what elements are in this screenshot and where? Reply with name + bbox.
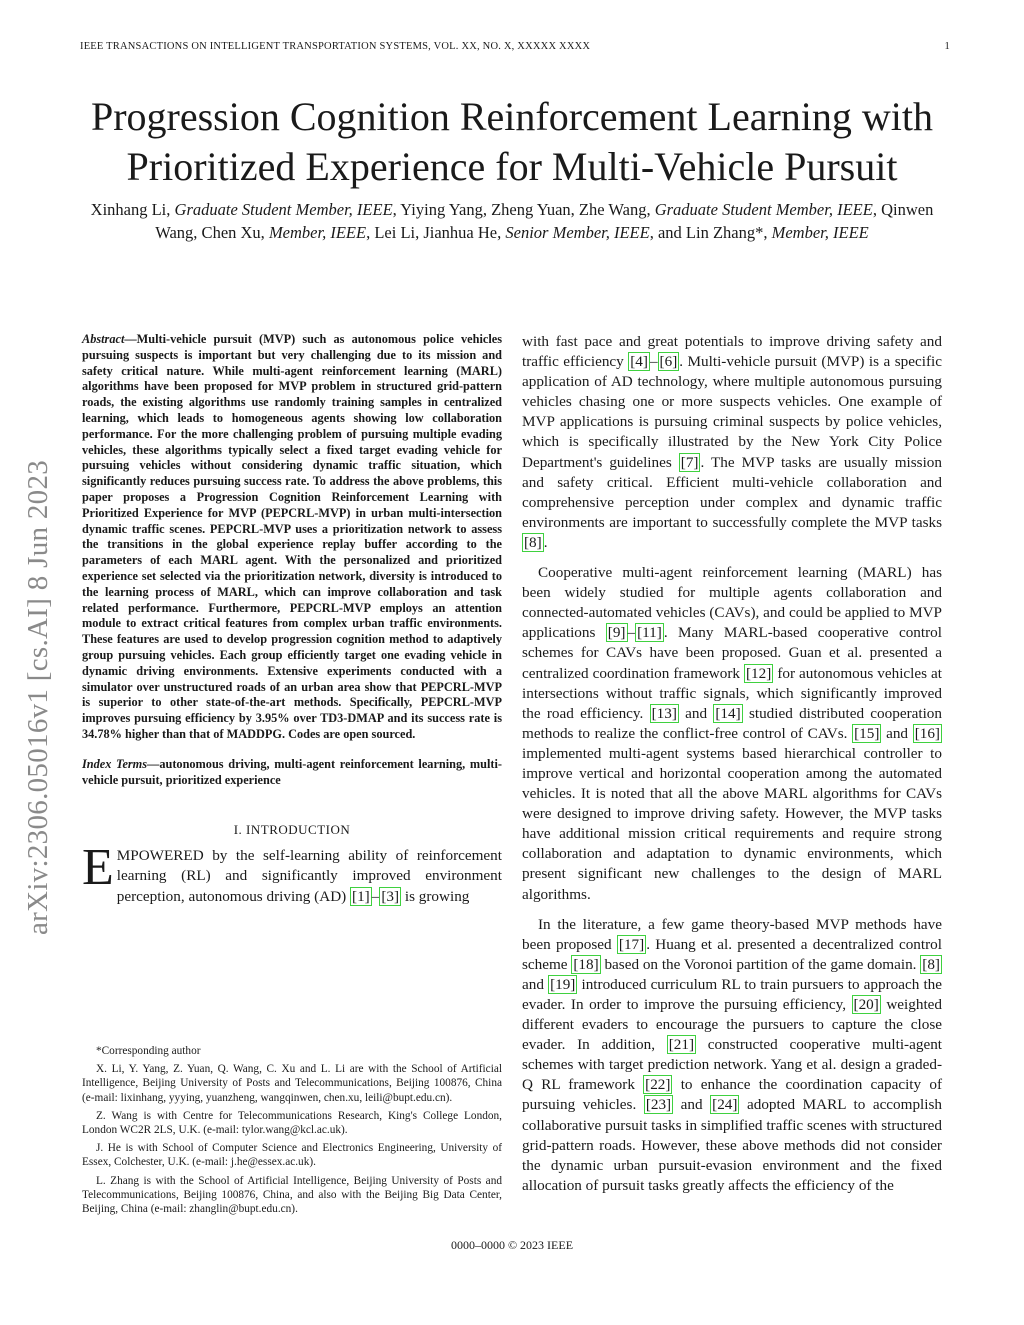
intro-paragraph	[82, 839, 502, 906]
body-text: with fast pace and great potentials to improve driving safety and traffic efficiency	[522, 333, 942, 371]
body-text: In the literature, a few game theory-based MVP methods have been proposed	[522, 915, 942, 953]
citation-link[interactable]: [4]	[630, 353, 648, 371]
citation-link[interactable]: [3]	[381, 887, 400, 905]
citation-link[interactable]: [20]	[853, 996, 879, 1013]
body-paragraph	[522, 332, 942, 553]
body-text: .	[543, 533, 548, 551]
footnote: *Corresponding author	[96, 1045, 201, 1057]
body-text: weighted different evaders to encourage the pursuers to capture the close evader. In addition,	[522, 996, 943, 1054]
citation-link[interactable]: [8]	[524, 533, 542, 551]
abstract-text: —Multi-vehicle pursuit (MVP) such as autonomous police vehicles pursuing suspects is important but very challenging due to its mission and safety critical nature. While multi-agent reinforcement learning (MARL) algorithms have been proposed for MVP problem in structured grid-pattern roads, the existing algorithms use randomly training samples in centralized learning, which leads to homogeneous agents showing low collaboration performance. For the more challenging problem of pursuing multiple evading vehicles, these algorithms typically select a fixed target evading vehicle for pursuing vehicles without considering dynamic traffic situation, which significantly reduces pursuing success rate. To address the above problems, this paper proposes a Progression Cognition Reinforcement Learning with Prioritized Experience for MVP (PEPCRL-MVP) in urban multi-intersection dynamic traffic scenes. PEPCRL-MVP uses a prioritization network to assess the transitions in the global experience replay buffer according to the parameters of each MARL agent. With the personalized and prioritized experience set selected via the prioritization network, diversity is introduced to the learning process of MARL, which can improve collaboration and task related performance. Furthermore, PEPCRL-MVP employs an attention module to extract critical features from complex urban traffic environments. These features are used to develop progression cognition method to adaptively group pursuing vehicles. Each group efficiently target one evading vehicle in dynamic driving environments. Extensive experiments conducted with a simulator over unstructured roads of an urban area show that PEPCRL-MVP is superior to other state-of-the-art methods. Specifically, PEPCRL-MVP improves pursuing efficiency by 3.95% over TD3-DMAP and its success rate is 34.78% higher than that of MADDPG. Codes are open sourced.	[82, 332, 502, 741]
drop-cap: E	[82, 839, 114, 897]
body-text: constructed cooperative multi-agent schemes with target prediction network. Yang et al. design a graded-Q RL framework	[522, 1036, 943, 1094]
body-text: . Multi-vehicle pursuit (MVP) is a specific application of AD technology, where multiple autonomous pursuing vehicles chasing one or more suspects vehicles. One example of MVP applications is pursuing criminal suspects by police vehicles, which is specifically illustrated by the New York City Police Department's guidelines	[522, 353, 942, 471]
abstract-label: Abstract	[82, 332, 125, 346]
index-terms-label: Index Terms	[82, 756, 148, 771]
citation-link[interactable]: [23]	[645, 1096, 672, 1114]
abstract	[82, 332, 502, 743]
author-role: Graduate Student Member, IEEE	[654, 200, 873, 219]
footnote: X. Li, Y. Yang, Z. Yuan, Q. Wang, C. Xu and L. Li are with the School of Artificial Intelligence, Beijing University of Posts and Telecommunications, Beijing 100876, China (e-mail: lixinhang, yyying, yuanzheng, wangqinwen, chen.xu, leili@bupt.edu.cn).	[82, 1063, 502, 1104]
body-text: adopted MARL to accomplish collaborative pursuit tasks in simplified traffic scenes with structured grid-pattern roads. However, these above methods did not consider the dynamic urban pursuit-evasion environment and the fixed allocation of pursuit tasks greatly affects the efficiency of the	[522, 1096, 942, 1194]
body-text: implemented multi-agent systems based hierarchical controller to improve vertical and horizontal cooperation among the automated vehicles. It is noted that all the above MARL algorithms for CAVs were designed to improve driving safety. However, the MVP tasks have additional mission critical requirements and require strong collaboration and adaptation to dynamic environments, which present significant new challenges to the design of MARL algorithms.	[522, 744, 942, 903]
body-text: –	[649, 353, 658, 371]
citation-link[interactable]: [7]	[680, 453, 699, 471]
arxiv-stamp[interactable]: arXiv:2306.05016v1 [cs.AI] 8 Jun 2023	[22, 459, 54, 935]
body-text: and	[522, 975, 549, 993]
author-text: , and Lin Zhang*,	[649, 223, 772, 242]
copyright-footer: 0000–0000 © 2023 IEEE	[450, 1238, 574, 1252]
journal-line: IEEE TRANSACTIONS ON INTELLIGENT TRANSPORTATION SYSTEMS, VOL. XX, NO. X, XXXXX XXXX	[80, 41, 591, 52]
index-terms-text: —autonomous driving, multi-agent reinforcement learning, multi-vehicle pursuit, prioritized experience	[82, 756, 502, 787]
author-text: , Lei Li, Jianhua He,	[366, 223, 506, 242]
citation-link[interactable]: [22]	[645, 1076, 671, 1094]
author-text: Xinhang Li,	[90, 200, 175, 219]
author-list	[88, 198, 936, 244]
author-role: Graduate Student Member, IEEE	[174, 200, 393, 219]
citation-link[interactable]: [21]	[668, 1036, 695, 1054]
citation-link[interactable]: [24]	[712, 1096, 738, 1114]
footnotes	[82, 1044, 502, 1220]
body-text: for autonomous vehicles at intersections without traffic signals, which significantly improved the road efficiency.	[522, 664, 942, 722]
citation-link[interactable]: [13]	[651, 704, 677, 722]
citation-link[interactable]: [15]	[854, 724, 880, 742]
body-text: to enhance the coordination capacity of pursuing vehicles.	[522, 1076, 943, 1114]
section-heading: I. INTRODUCTION	[233, 822, 351, 838]
citation-link[interactable]: [8]	[922, 955, 940, 973]
author-role: Member, IEEE	[268, 223, 367, 242]
citation-link[interactable]: [11]	[637, 624, 662, 642]
paper-title: Progression Cognition Reinforcement Learning with Prioritized Experience for Multi-Vehicle Pursuit	[90, 94, 934, 189]
citation-link[interactable]: [19]	[550, 975, 576, 993]
citation-link[interactable]: [12]	[746, 664, 772, 682]
citation-link[interactable]: [18]	[573, 955, 599, 973]
body-text: introduced curriculum RL to train pursuers to approach the evader. In order to improve the pursuing efficiency,	[522, 975, 943, 1013]
citation-link[interactable]: [16]	[914, 724, 940, 742]
author-text: , Qinwen Wang, Chen Xu,	[155, 200, 934, 242]
running-head	[80, 41, 950, 52]
author-role: Member, IEEE	[771, 223, 869, 242]
citation-link[interactable]: [9]	[607, 624, 626, 642]
author-role: Senior Member, IEEE	[505, 223, 650, 242]
body-text: –	[627, 624, 636, 642]
citation-link[interactable]: [1]	[352, 887, 370, 905]
citation-link[interactable]: [14]	[715, 704, 741, 722]
body-text: and	[881, 724, 913, 742]
body-text: based on the Voronoi partition of the game domain.	[600, 955, 921, 973]
intro-text: is growing	[401, 887, 470, 905]
body-text: . Huang et al. presented a decentralized control scheme	[522, 935, 942, 973]
body-text: . The MVP tasks are usually mission and safety critical. Efficient multi-vehicle collaboration and comprehensive perception under complex and dynamic traffic environments are important to successfully complete the MVP tasks	[522, 453, 942, 531]
index-terms	[82, 757, 502, 789]
citation-link[interactable]: [6]	[659, 353, 678, 371]
body-text: Cooperative multi-agent reinforcement learning (MARL) has been widely studied for multiple agents collaboration and connected-automated vehicles (CAVs), and could be applied to MVP applications	[522, 564, 942, 642]
body-paragraph	[522, 915, 942, 1196]
left-column	[82, 332, 502, 907]
footnote: Z. Wang is with Centre for Telecommunications Research, King's College London, London WC2R 2LS, U.K. (e-mail: tylor.wang@kcl.ac.uk).	[82, 1109, 502, 1137]
right-column	[522, 332, 942, 1206]
body-text: studied distributed cooperation methods to realize the conflict-free control of CAVs.	[522, 704, 942, 742]
body-paragraph	[522, 563, 942, 905]
body-text: and	[678, 704, 714, 722]
body-text: and	[673, 1096, 711, 1114]
author-text: , Yiying Yang, Zheng Yuan, Zhe Wang,	[392, 200, 655, 219]
page-number: 1	[944, 41, 950, 52]
intro-text: MPOWERED by the self-learning ability of reinforcement learning (RL) and significantly improved environment perception, autonomous driving (AD)	[116, 847, 502, 905]
intro-text: –	[371, 887, 380, 905]
footnote: L. Zhang is with the School of Artificial Intelligence, Beijing University of Posts and Telecommunications, Beijing 100876, China, and also with the Beijing Big Data Center, Beijing, China (e-mail: zhanglin@bupt.edu.cn).	[82, 1174, 502, 1216]
body-text: . Many MARL-based cooperative control schemes for CAVs have been proposed. Guan et al. presented a centralized coordination framework	[522, 624, 942, 682]
footnote: J. He is with School of Computer Science and Electronics Engineering, University of Essex, Colchester, U.K. (e-mail: j.he@essex.ac.uk).	[82, 1142, 502, 1169]
citation-link[interactable]: [17]	[618, 935, 645, 953]
